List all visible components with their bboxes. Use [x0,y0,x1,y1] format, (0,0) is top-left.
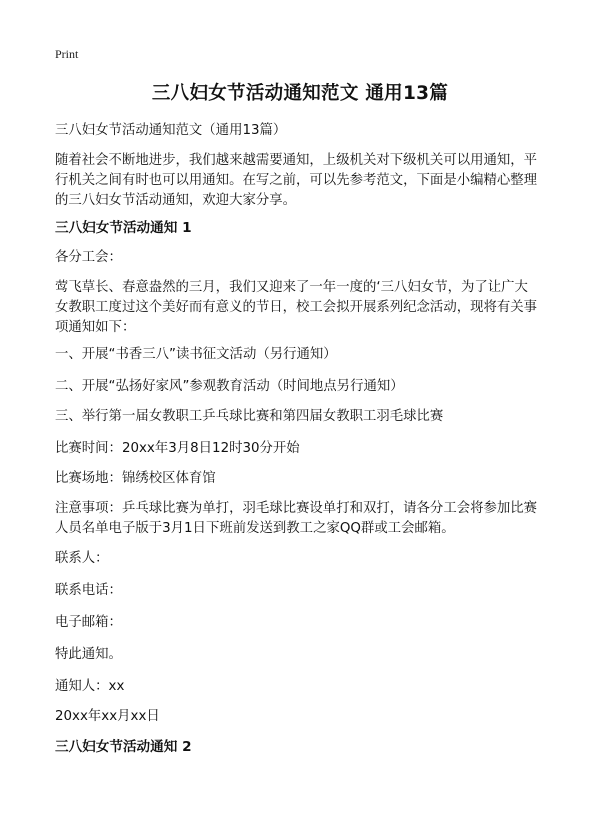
notes-line-1: 注意事项：乒乓球比赛为单打，羽毛球比赛设单打和双打，请各分工会将参加比赛 [55,501,538,516]
document-date: 20xx年xx月xx日 [55,709,160,724]
list-item-3: 三、举行第一届女教职工乒乓球比赛和第四届女教职工羽毛球比赛 [55,409,444,424]
section-heading-2: 三八妇女节活动通知 2 [55,739,192,755]
print-label[interactable]: Print [55,47,79,61]
contact-email: 电子邮箱： [55,615,122,630]
intro-line-3: 的三八妇女节活动通知，欢迎大家分享。 [55,193,297,208]
section-heading-1: 三八妇女节活动通知 1 [55,220,192,236]
body-line-3: 项通知如下： [55,320,136,335]
list-item-1: 一、开展“书香三八”读书征文活动（另行通知） [55,347,337,362]
match-time: 比赛时间：20xx年3月8日12时30分开始 [55,441,300,456]
intro-line-2: 行机关之间有时也可以用通知。在写之前，可以先参考范文，下面是小编精心整理 [55,173,538,188]
contact-person: 联系人： [55,551,109,566]
body-line-1: 莺飞草长、春意盎然的三月，我们又迎来了一年一度的‘三八妇女节，为了让广大 [55,280,528,295]
special-notice: 特此通知。 [55,647,122,662]
list-item-2: 二、开展“弘扬好家风”参观教育活动（时间地点另行通知） [55,379,404,394]
notes-line-2: 人员名单电子版于3月1日下班前发送到教工之家QQ群或工会邮箱。 [55,521,455,536]
document-title: 三八妇女节活动通知范文 通用13篇 [151,83,449,104]
body-line-2: 女教职工度过这个美好而有意义的节日，校工会拟开展系列纪念活动，现将有关事 [55,300,538,315]
salutation: 各分工会： [55,250,122,265]
notifier: 通知人：xx [55,679,125,694]
intro-line-1: 随着社会不断地进步，我们越来越需要通知，上级机关对下级机关可以用通知，平 [55,153,538,168]
document-subtitle: 三八妇女节活动通知范文（通用13篇） [55,123,287,138]
contact-phone: 联系电话： [55,583,122,598]
match-venue: 比赛场地：锦绣校区体育馆 [55,471,216,486]
